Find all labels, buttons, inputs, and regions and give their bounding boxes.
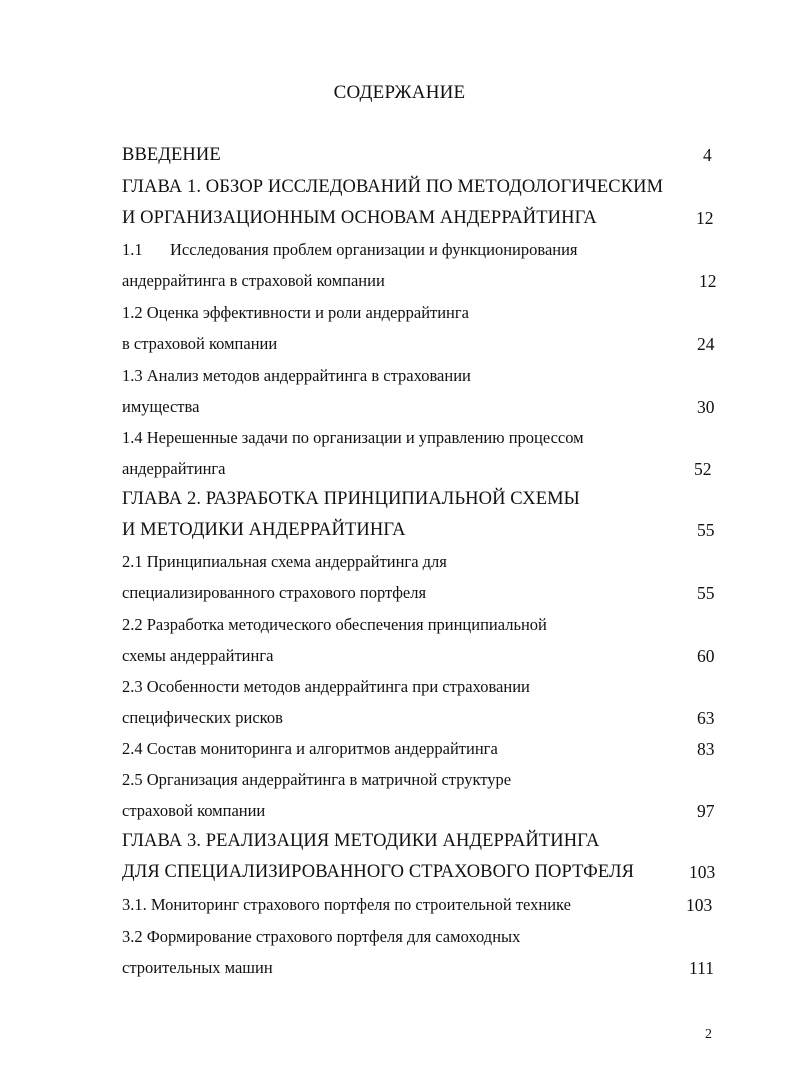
toc-section-2-1-line-1 [0, 552, 799, 576]
section-title: схемы андеррайтинга [122, 646, 274, 665]
toc-entry-page: 103 [689, 862, 716, 882]
toc-entry-page: 55 [697, 520, 715, 540]
toc-section-1-1-line-1 [0, 240, 799, 264]
chapter-heading: И ОРГАНИЗАЦИОННЫМ ОСНОВАМ АНДЕРРАЙТИНГА [122, 208, 597, 228]
toc-chapter-3-line-1 [0, 831, 799, 855]
toc-entry-page: 4 [703, 145, 712, 165]
toc-section-1-3-line-1 [0, 366, 799, 390]
toc-section-2-1-line-2 [0, 583, 799, 607]
toc-chapter-1-line-1 [0, 177, 799, 201]
section-title: 2.4 Состав мониторинга и алгоритмов андеррайтинга [122, 739, 498, 758]
section-title: 2.5 Организация андеррайтинга в матричной структуре [122, 770, 512, 789]
toc-chapter-2-line-1 [0, 489, 799, 513]
toc-section-2-4 [0, 739, 799, 763]
toc-entry-page: 12 [699, 271, 717, 291]
toc-section-1-3-line-2 [0, 397, 799, 421]
toc-entry-page: 97 [697, 801, 715, 821]
section-title: 3.1. Мониторинг страхового портфеля по строительной технике [122, 895, 571, 914]
toc-entry-page: 111 [689, 958, 714, 978]
section-title: специализированного страхового портфеля [122, 583, 427, 602]
section-title: в страховой компании [122, 334, 278, 353]
chapter-heading: ГЛАВА 2. РАЗРАБОТКА ПРИНЦИПИАЛЬНОЙ СХЕМЫ [122, 489, 580, 509]
section-title: 2.2 Разработка методического обеспечения принципиальной [122, 615, 547, 634]
chapter-heading: ГЛАВА 3. РЕАЛИЗАЦИЯ МЕТОДИКИ АНДЕРРАЙТИНГА [122, 831, 600, 851]
page-number: 2 [705, 1027, 712, 1042]
toc-entry-introduction [0, 145, 799, 169]
toc-entry-page: 30 [697, 397, 715, 417]
toc-section-1-4-line-2 [0, 459, 799, 483]
toc-entry-page: 24 [697, 334, 715, 354]
toc-section-2-3-line-1 [0, 677, 799, 701]
toc-section-3-2-line-2 [0, 958, 799, 982]
toc-chapter-1-line-2 [0, 208, 799, 232]
section-title: 2.1 Принципиальная схема андеррайтинга для [122, 552, 447, 571]
toc-section-1-1-line-2 [0, 271, 799, 295]
chapter-heading: ДЛЯ СПЕЦИАЛИЗИРОВАННОГО СТРАХОВОГО ПОРТФЕЛЯ [122, 862, 635, 882]
section-title: строительных машин [122, 958, 273, 977]
section-title: специфических рисков [122, 708, 283, 727]
section-title: страховой компании [122, 801, 266, 820]
toc-entry-page: 83 [697, 739, 715, 759]
toc-entry-text: ВВЕДЕНИЕ [122, 145, 221, 165]
toc-chapter-3-line-2 [0, 862, 799, 886]
section-title: андеррайтинга [122, 459, 226, 478]
toc-entry-page: 55 [697, 583, 715, 603]
section-number: 1.1 [122, 240, 143, 259]
section-title: андеррайтинга в страховой компании [122, 271, 385, 290]
toc-entry-page: 103 [686, 895, 713, 915]
toc-section-1-2-line-1 [0, 303, 799, 327]
toc-section-2-5-line-2 [0, 801, 799, 825]
section-title: Исследования проблем организации и функционирования [170, 240, 578, 259]
toc-entry-page: 52 [694, 459, 712, 479]
toc-section-2-3-line-2 [0, 708, 799, 732]
section-title: 1.4 Нерешенные задачи по организации и управлению процессом [122, 428, 584, 447]
toc-section-1-4-line-1 [0, 428, 799, 452]
section-title: 1.2 Оценка эффективности и роли андеррайтинга [122, 303, 469, 322]
toc-section-2-5-line-1 [0, 770, 799, 794]
toc-entry-page: 60 [697, 646, 715, 666]
section-title: 2.3 Особенности методов андеррайтинга при страховании [122, 677, 530, 696]
toc-section-3-1 [0, 895, 799, 919]
section-title: 1.3 Анализ методов андеррайтинга в страховании [122, 366, 471, 385]
section-title: имущества [122, 397, 200, 416]
toc-chapter-2-line-2 [0, 520, 799, 544]
toc-entry-page: 12 [696, 208, 714, 228]
toc-section-2-2-line-2 [0, 646, 799, 670]
toc-entry-page: 63 [697, 708, 715, 728]
section-title: 3.2 Формирование страхового портфеля для самоходных [122, 927, 521, 946]
toc-title: СОДЕРЖАНИЕ [333, 82, 466, 103]
chapter-heading: ГЛАВА 1. ОБЗОР ИССЛЕДОВАНИЙ ПО МЕТОДОЛОГИЧЕСКИМ [122, 177, 664, 197]
toc-section-1-2-line-2 [0, 334, 799, 358]
toc-section-2-2-line-1 [0, 615, 799, 639]
chapter-heading: И МЕТОДИКИ АНДЕРРАЙТИНГА [122, 520, 406, 540]
toc-section-3-2-line-1 [0, 927, 799, 951]
